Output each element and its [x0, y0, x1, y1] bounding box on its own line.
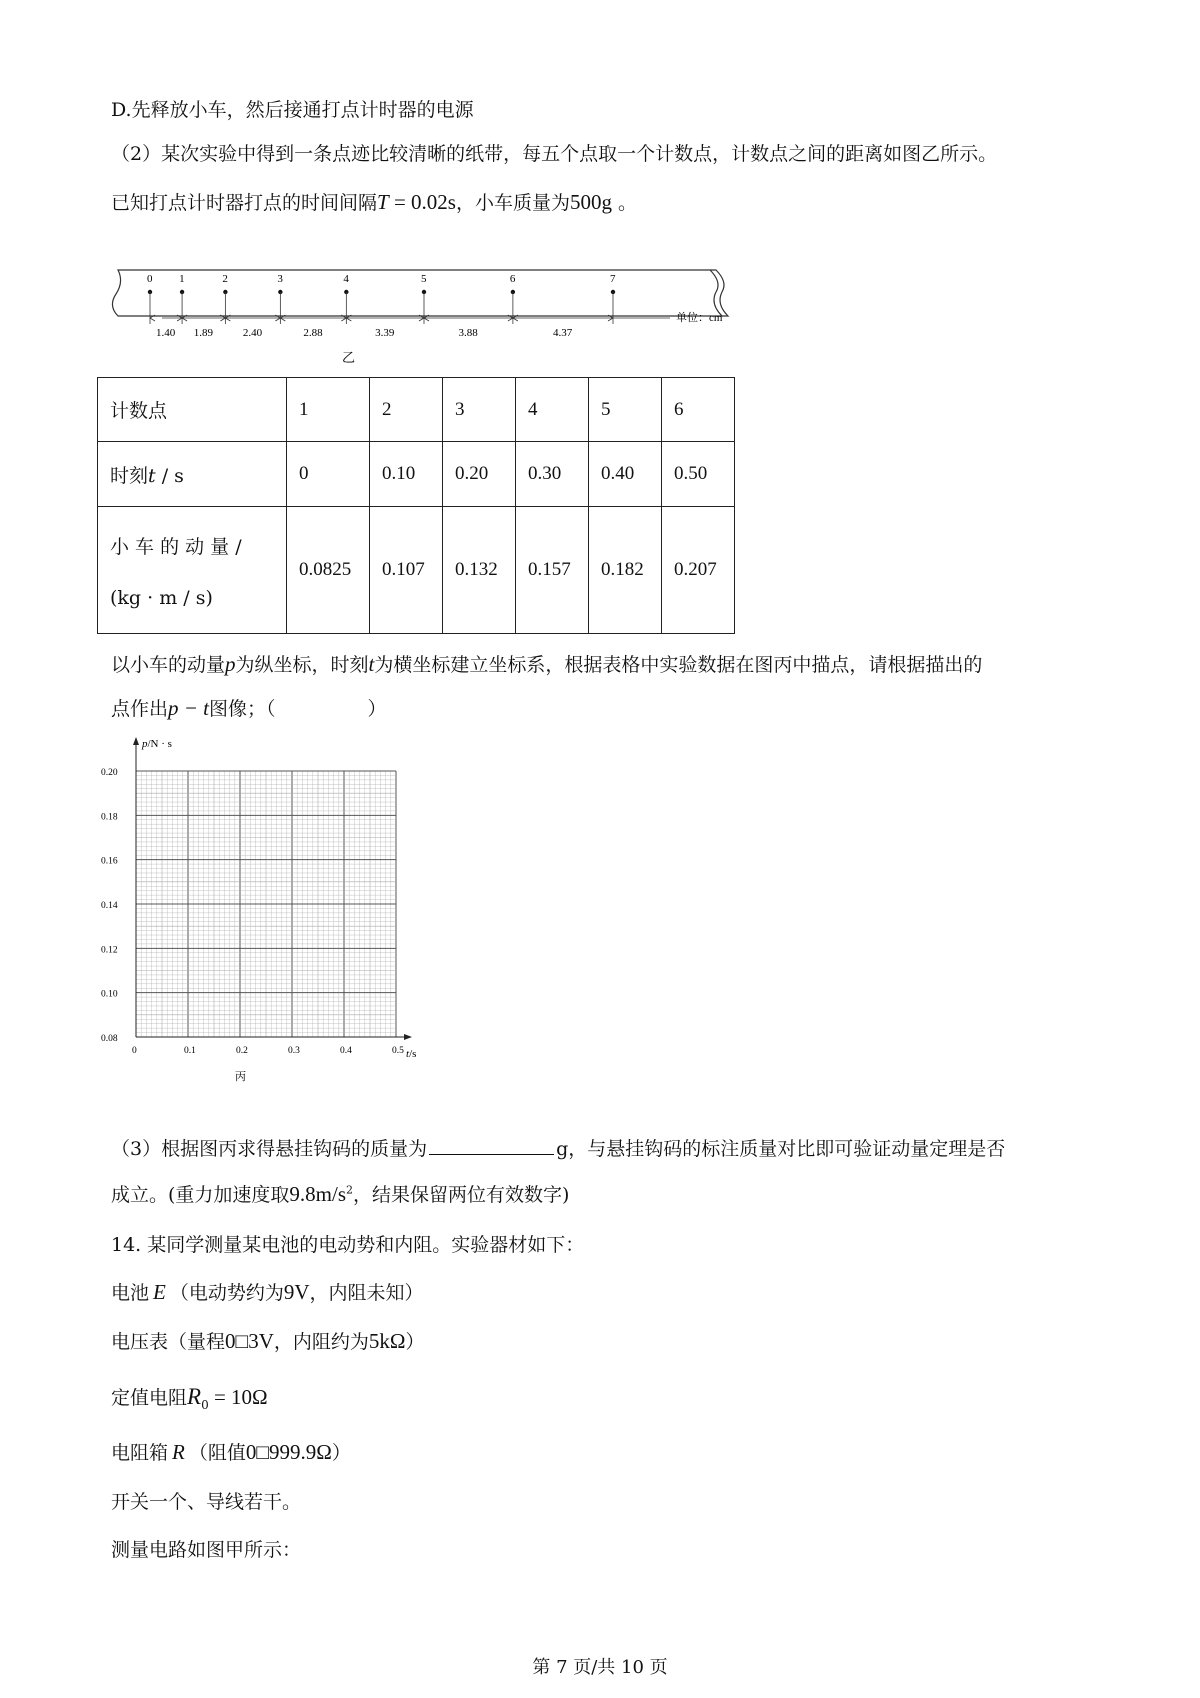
- graph-ytick-label: 0.18: [101, 812, 118, 823]
- time-cell: 0.50: [662, 442, 735, 507]
- tape-distance-label: 3.88: [458, 327, 478, 339]
- count-cell: 1: [287, 378, 370, 442]
- switch-line: 开关一个、导线若干。: [111, 1491, 302, 1513]
- momentum-cell: 0.182: [589, 507, 662, 634]
- tape-distance-label: 3.39: [375, 327, 395, 339]
- paper-tape-figure: [110, 262, 750, 372]
- table-row: [98, 442, 735, 507]
- momentum-cell: 0.0825: [287, 507, 370, 634]
- tape-distance-label: 4.37: [552, 327, 573, 339]
- graph-ytick-label: 0.10: [101, 989, 118, 1000]
- header-cell: 计数点: [98, 378, 287, 442]
- tape-point-label: 6: [509, 273, 516, 285]
- graph-caption: 丙: [235, 1071, 246, 1083]
- circuit-line: 测量电路如图甲所示：: [111, 1539, 302, 1561]
- answer-blank[interactable]: [429, 1136, 554, 1155]
- data-table: [97, 377, 735, 634]
- tape-point-label: 3: [277, 273, 283, 285]
- graph-xtick-label: 0.5: [392, 1046, 404, 1056]
- graph-ytick-label: 0.14: [101, 901, 118, 911]
- time-cell: 0.30: [516, 442, 589, 507]
- count-cell: 3: [443, 378, 516, 442]
- graph-ylabel: p/N · s: [142, 738, 172, 750]
- tape-point-label: 4: [343, 273, 349, 285]
- count-cell: 4: [516, 378, 589, 442]
- momentum-label-cell: 小 车 的 动 量 / (kg · m / s): [98, 507, 287, 634]
- momentum-cell: 0.157: [516, 507, 589, 634]
- q2-line-2: 已知打点计时器打点的时间间隔T = 0.02s，小车质量为500g 。: [111, 190, 638, 214]
- graph-xtick-label: 0: [132, 1046, 137, 1056]
- table-row: [98, 378, 735, 442]
- plot-instruction-2: 点作出p − t图像；（ ）: [111, 696, 387, 720]
- tape-point-label: 0: [147, 273, 153, 285]
- tape-point-label: 7: [610, 273, 616, 285]
- count-cell: 2: [370, 378, 443, 442]
- option-d-text: D.先释放小车，然后接通打点计时器的电源: [111, 99, 474, 121]
- momentum-cell: 0.132: [443, 507, 516, 634]
- count-cell: 5: [589, 378, 662, 442]
- tape-distance-label: 2.40: [242, 327, 263, 339]
- tape-point-label: 5: [420, 273, 427, 285]
- graph-xtick-label: 0.4: [340, 1046, 352, 1056]
- time-cell: 0.40: [589, 442, 662, 507]
- graph-xlabel: t/s: [406, 1048, 417, 1060]
- graph-ytick-label: 0.16: [101, 856, 118, 867]
- tape-point-label: 1: [179, 273, 185, 285]
- count-cell: 6: [662, 378, 735, 442]
- q3-line-1: （3）根据图丙求得悬挂钩码的质量为 g，与悬挂钩码的标注质量对比即可验证动量定理是否: [111, 1138, 1006, 1160]
- resistance-box-line: 电阻箱 R （阻值0□999.9Ω）: [111, 1440, 351, 1464]
- momentum-cell: 0.207: [662, 507, 735, 634]
- q3-line-2: 成立。(重力加速度取$9.8m/s^2$，结果保留两位有效数字): [111, 1182, 570, 1206]
- tape-distance-label: 1.89: [193, 327, 213, 339]
- q14-title: 14. 某同学测量某电池的电动势和内阻。实验器材如下：: [111, 1234, 585, 1256]
- resistor-line: 定值电阻$R_0 = 10\Omega$: [111, 1384, 268, 1412]
- graph-figure: [100, 735, 440, 1100]
- table-row: [98, 507, 735, 634]
- graph-xtick-label: 0.1: [184, 1046, 196, 1056]
- voltmeter-line: 电压表（量程0□3V，内阻约为5kΩ）: [111, 1329, 425, 1353]
- tape-distance-label: 2.88: [303, 327, 323, 339]
- tape-point-label: 2: [222, 273, 228, 285]
- tape-unit: 单位：cm: [676, 312, 723, 324]
- momentum-cell: 0.107: [370, 507, 443, 634]
- page-footer: 第 7 页/共 10 页: [532, 1657, 668, 1678]
- battery-line: 电池 E （电动势约为9V，内阻未知）: [111, 1280, 424, 1304]
- time-cell: 0.10: [370, 442, 443, 507]
- time-cell: 0.20: [443, 442, 516, 507]
- tape-distance-label: 1.40: [156, 327, 176, 339]
- graph-ytick-label: 0.20: [101, 768, 118, 778]
- graph-xtick-label: 0.2: [236, 1046, 248, 1056]
- q2-line-1: （2）某次实验中得到一条点迹比较清晰的纸带，每五个点取一个计数点，计数点之间的距离如图乙所示。: [111, 143, 998, 165]
- time-cell: 0: [287, 442, 370, 507]
- graph-xtick-label: 0.3: [288, 1046, 300, 1056]
- plot-instruction-1: 以小车的动量p为纵坐标，时刻t为横坐标建立坐标系，根据表格中实验数据在图丙中描点，请根据描出的: [111, 652, 983, 676]
- graph-ytick-label: 0.12: [101, 945, 118, 956]
- tape-caption: 乙: [342, 350, 356, 365]
- graph-ytick-label: 0.08: [101, 1034, 118, 1044]
- time-label-cell: 时刻t / s: [98, 442, 287, 507]
